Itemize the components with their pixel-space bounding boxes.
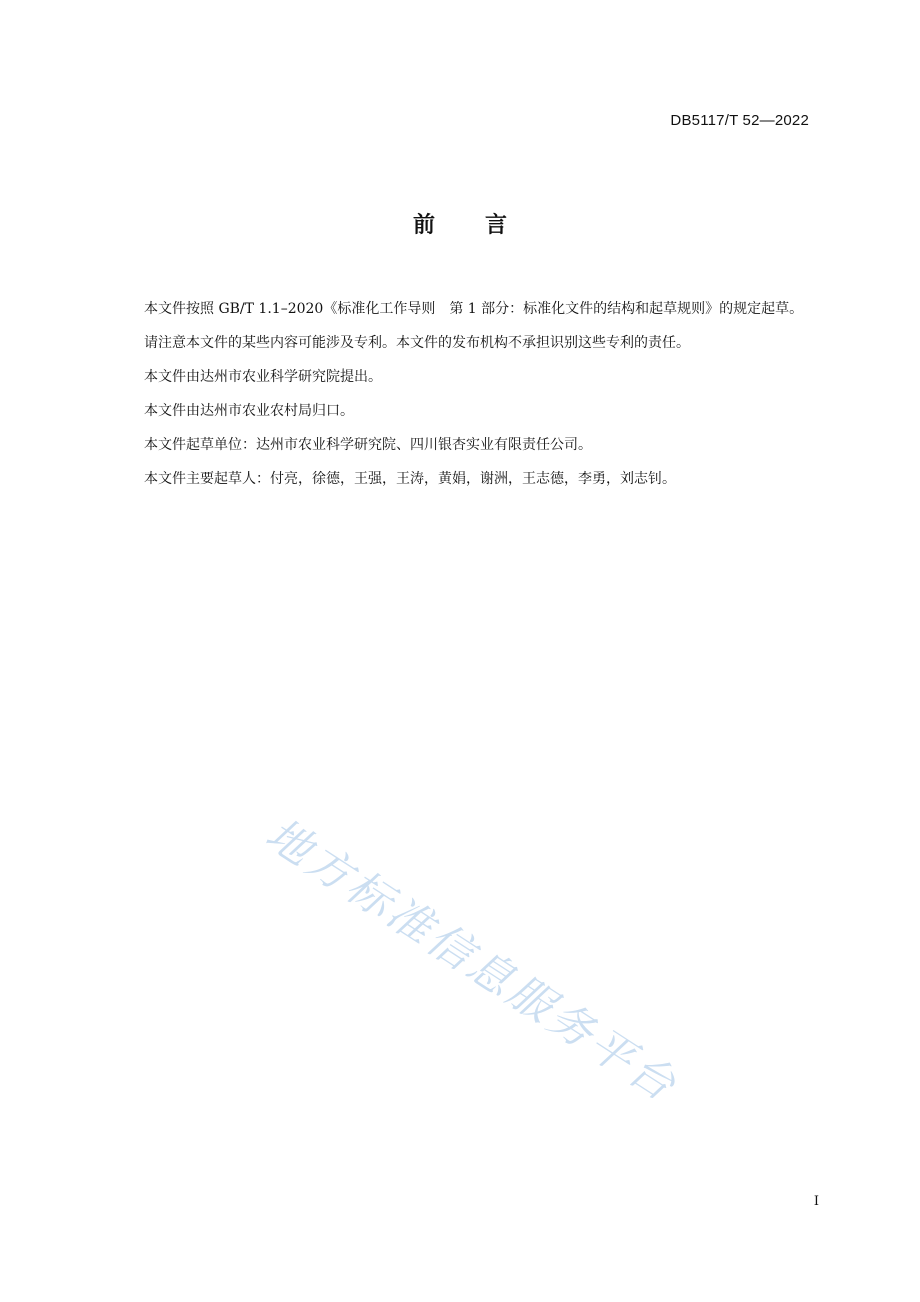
paragraph-drafting-rules: 本文件按照 GB/T 1.1–2020《标准化工作导则 第 1 部分：标准化文件的结构和起草规则》的规定起草。: [144, 301, 804, 317]
watermark: 地方标准信息服务平台: [256, 808, 687, 1113]
title-char-2: 言: [485, 213, 508, 238]
foreword-body: [110, 294, 834, 498]
page-title: [0, 208, 920, 239]
paragraph-drafters: 本文件主要起草人：付亮，徐德，王强，王涛，黄娟，谢洲，王志德，李勇，刘志钊。: [144, 471, 676, 487]
paragraph-drafting-units: 本文件起草单位：达州市农业科学研究院、四川银杏实业有限责任公司。: [144, 437, 592, 453]
paragraph-administrator: 本文件由达州市农业农村局归口。: [144, 403, 354, 419]
paragraph-patent-notice: 请注意本文件的某些内容可能涉及专利。本文件的发布机构不承担识别这些专利的责任。: [144, 335, 690, 351]
title-char-1: 前: [412, 213, 435, 238]
document-code: DB5117/T 52—2022: [670, 112, 809, 129]
paragraph-proposer: 本文件由达州市农业科学研究院提出。: [144, 369, 382, 385]
page-number: I: [813, 1194, 819, 1209]
